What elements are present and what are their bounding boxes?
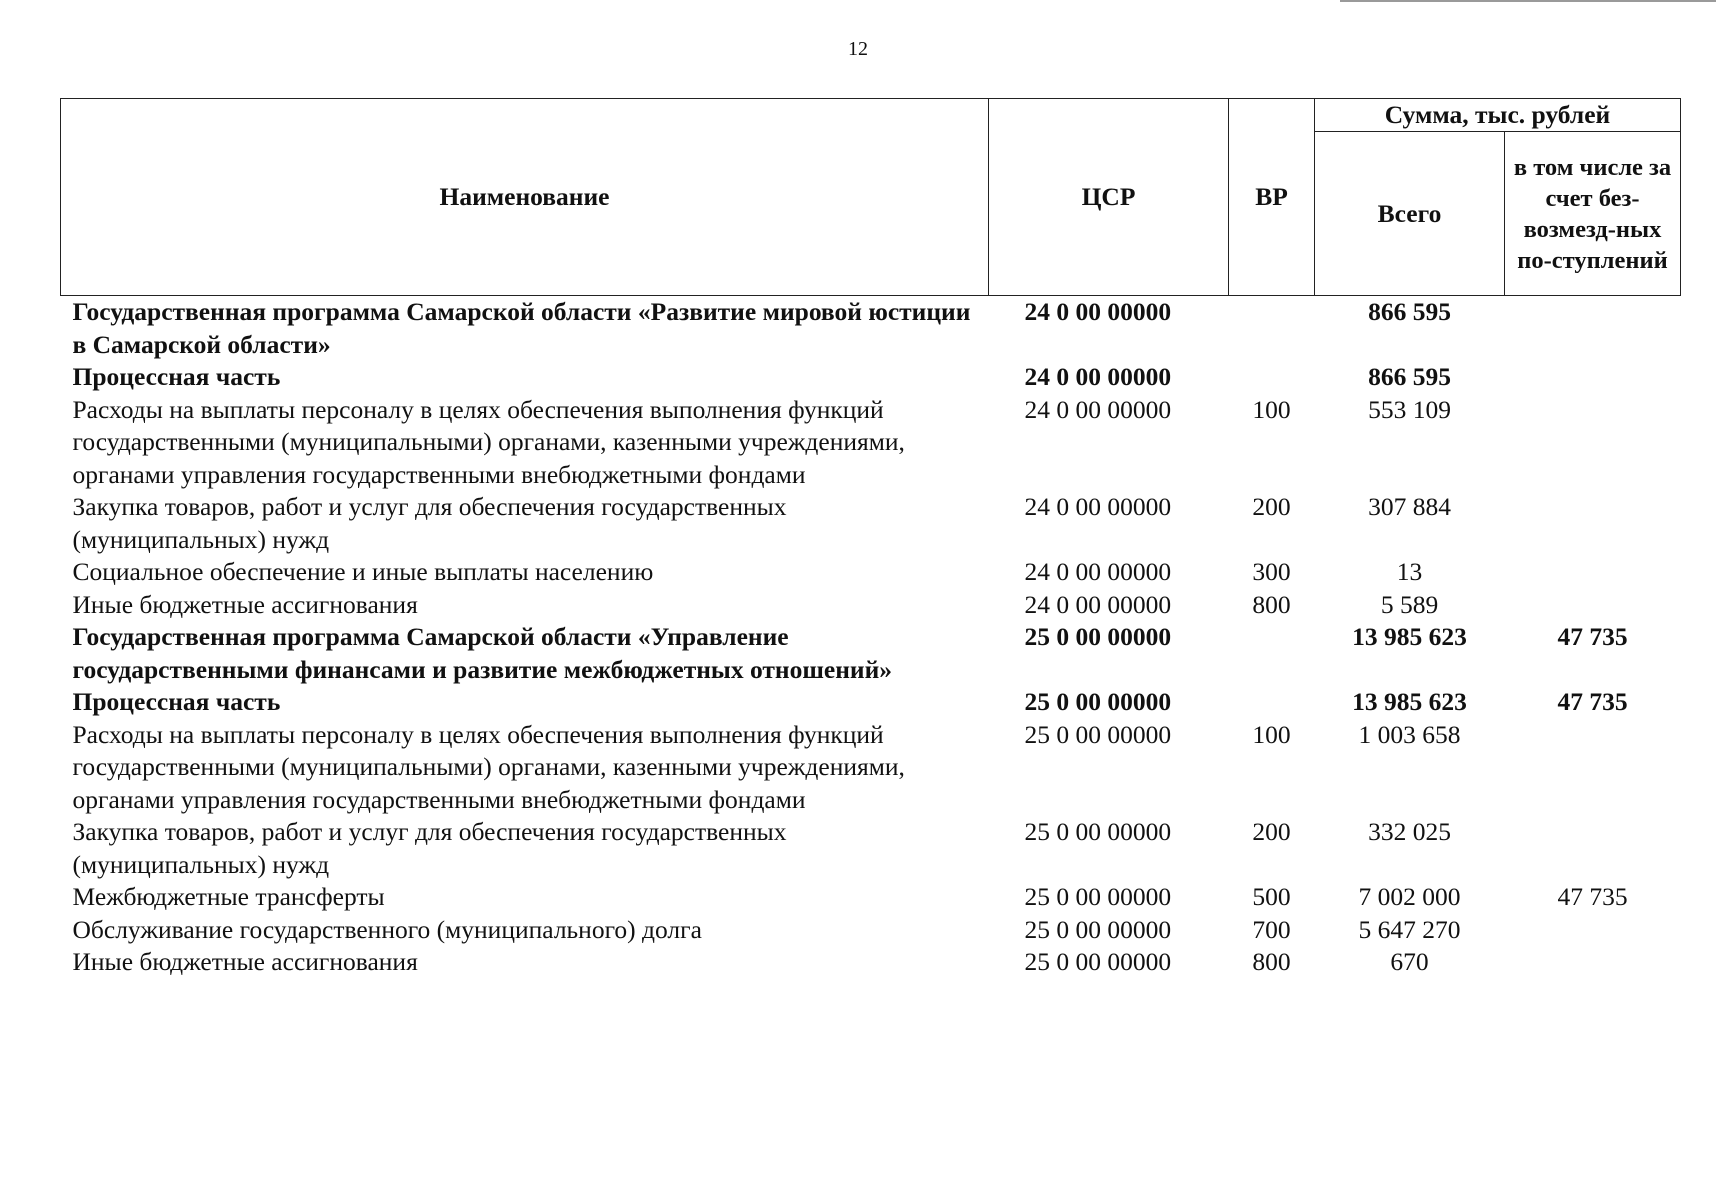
row-total: 307 884	[1368, 492, 1451, 521]
table-row	[61, 394, 1681, 492]
table-row	[61, 946, 1681, 979]
row-csr: 24 0 00 00000	[1024, 589, 1172, 619]
row-grant	[1505, 491, 1681, 556]
header-vr: ВР	[1229, 99, 1315, 296]
row-grant	[1505, 556, 1681, 589]
row-vr: 200	[1252, 492, 1291, 521]
header-sum: Сумма, тыс. рублей	[1315, 99, 1681, 132]
table-row	[61, 914, 1681, 947]
table-row	[61, 556, 1681, 589]
row-grant: 47 735	[1557, 882, 1628, 911]
row-total: 332 025	[1368, 817, 1451, 846]
row-total: 13	[1396, 557, 1423, 586]
table-row	[61, 686, 1681, 719]
row-vr: 100	[1252, 719, 1291, 749]
row-vr: 800	[1252, 589, 1291, 619]
row-total: 5 589	[1380, 589, 1439, 619]
row-vr: 700	[1252, 914, 1291, 944]
row-name: Иные бюджетные ассигнования	[72, 947, 418, 976]
row-grant	[1505, 816, 1681, 881]
row-total: 1 003 658	[1358, 719, 1461, 749]
row-vr: 800	[1252, 947, 1291, 976]
table-body	[61, 296, 1681, 979]
row-total: 13 985 623	[1352, 622, 1467, 651]
table-row	[61, 719, 1681, 817]
budget-table	[60, 98, 1681, 979]
row-csr: 25 0 00 00000	[1024, 687, 1172, 716]
row-grant	[1505, 296, 1681, 362]
row-total: 5 647 270	[1358, 914, 1461, 944]
row-name: Межбюджетные трансферты	[72, 882, 385, 911]
table-row	[61, 361, 1681, 394]
row-csr: 25 0 00 00000	[1024, 914, 1172, 944]
row-csr: 25 0 00 00000	[1024, 882, 1172, 911]
row-vr	[1229, 686, 1315, 719]
row-name: Государственная программа Самарской области «Развитие мировой юстиции в Самарской области»	[72, 297, 971, 359]
table-row	[61, 491, 1681, 556]
row-grant	[1505, 946, 1681, 979]
row-vr: 100	[1252, 394, 1291, 424]
row-total: 553 109	[1368, 394, 1451, 424]
table-row	[61, 296, 1681, 362]
row-total: 7 002 000	[1358, 882, 1461, 911]
row-csr: 24 0 00 00000	[1024, 297, 1172, 326]
row-vr	[1229, 361, 1315, 394]
header-name: Наименование	[61, 99, 989, 296]
row-name: Процессная часть	[72, 362, 281, 391]
row-grant	[1505, 589, 1681, 622]
row-grant	[1505, 914, 1681, 947]
row-grant	[1505, 361, 1681, 394]
row-name: Социальное обеспечение и иные выплаты населению	[72, 557, 654, 586]
row-name: Иные бюджетные ассигнования	[72, 589, 418, 619]
row-csr: 24 0 00 00000	[1024, 362, 1172, 391]
row-name: Процессная часть	[72, 687, 281, 716]
table-row	[61, 621, 1681, 686]
row-csr: 24 0 00 00000	[1024, 492, 1172, 521]
row-csr: 25 0 00 00000	[1024, 719, 1172, 749]
row-name: Закупка товаров, работ и услуг для обеспечения государственных (муниципальных) нужд	[72, 817, 787, 879]
row-grant: 47 735	[1557, 622, 1628, 651]
row-name: Государственная программа Самарской области «Управление государственными финансами и развитие межбюджетных отношений»	[72, 622, 893, 684]
row-name: Закупка товаров, работ и услуг для обеспечения государственных (муниципальных) нужд	[72, 492, 787, 554]
table-row	[61, 589, 1681, 622]
table-row	[61, 881, 1681, 914]
row-total: 670	[1390, 947, 1429, 976]
top-edge-line	[1340, 0, 1716, 2]
row-csr: 24 0 00 00000	[1024, 394, 1172, 424]
header-total: Всего	[1315, 132, 1505, 296]
row-total: 866 595	[1368, 297, 1451, 326]
row-name: Расходы на выплаты персоналу в целях обеспечения выполнения функций государственными (муниципальными) органами, казенными учреждениями, органами управления государственными внебюджетными фондами	[72, 719, 905, 814]
header-csr: ЦСР	[989, 99, 1229, 296]
row-name: Расходы на выплаты персоналу в целях обеспечения выполнения функций государственными (муниципальными) органами, казенными учреждениями, органами управления государственными внебюджетными фондами	[72, 394, 905, 489]
row-csr: 25 0 00 00000	[1024, 947, 1172, 976]
page-number: 12	[848, 38, 868, 60]
row-csr: 24 0 00 00000	[1024, 557, 1172, 586]
row-grant	[1505, 394, 1681, 492]
row-grant	[1505, 719, 1681, 817]
table-header	[61, 99, 1681, 296]
row-vr: 200	[1252, 817, 1291, 846]
header-grant: в том числе за счет без-возмезд-ных по-ступлений	[1505, 132, 1681, 296]
table-row	[61, 816, 1681, 881]
row-total: 13 985 623	[1352, 687, 1467, 716]
row-csr: 25 0 00 00000	[1024, 817, 1172, 846]
row-vr: 300	[1252, 557, 1291, 586]
row-vr	[1229, 621, 1315, 686]
row-csr: 25 0 00 00000	[1024, 622, 1172, 651]
row-total: 866 595	[1368, 362, 1451, 391]
row-vr: 500	[1252, 882, 1291, 911]
row-name: Обслуживание государственного (муниципального) долга	[72, 914, 702, 944]
row-vr	[1229, 296, 1315, 362]
row-grant: 47 735	[1557, 687, 1628, 716]
